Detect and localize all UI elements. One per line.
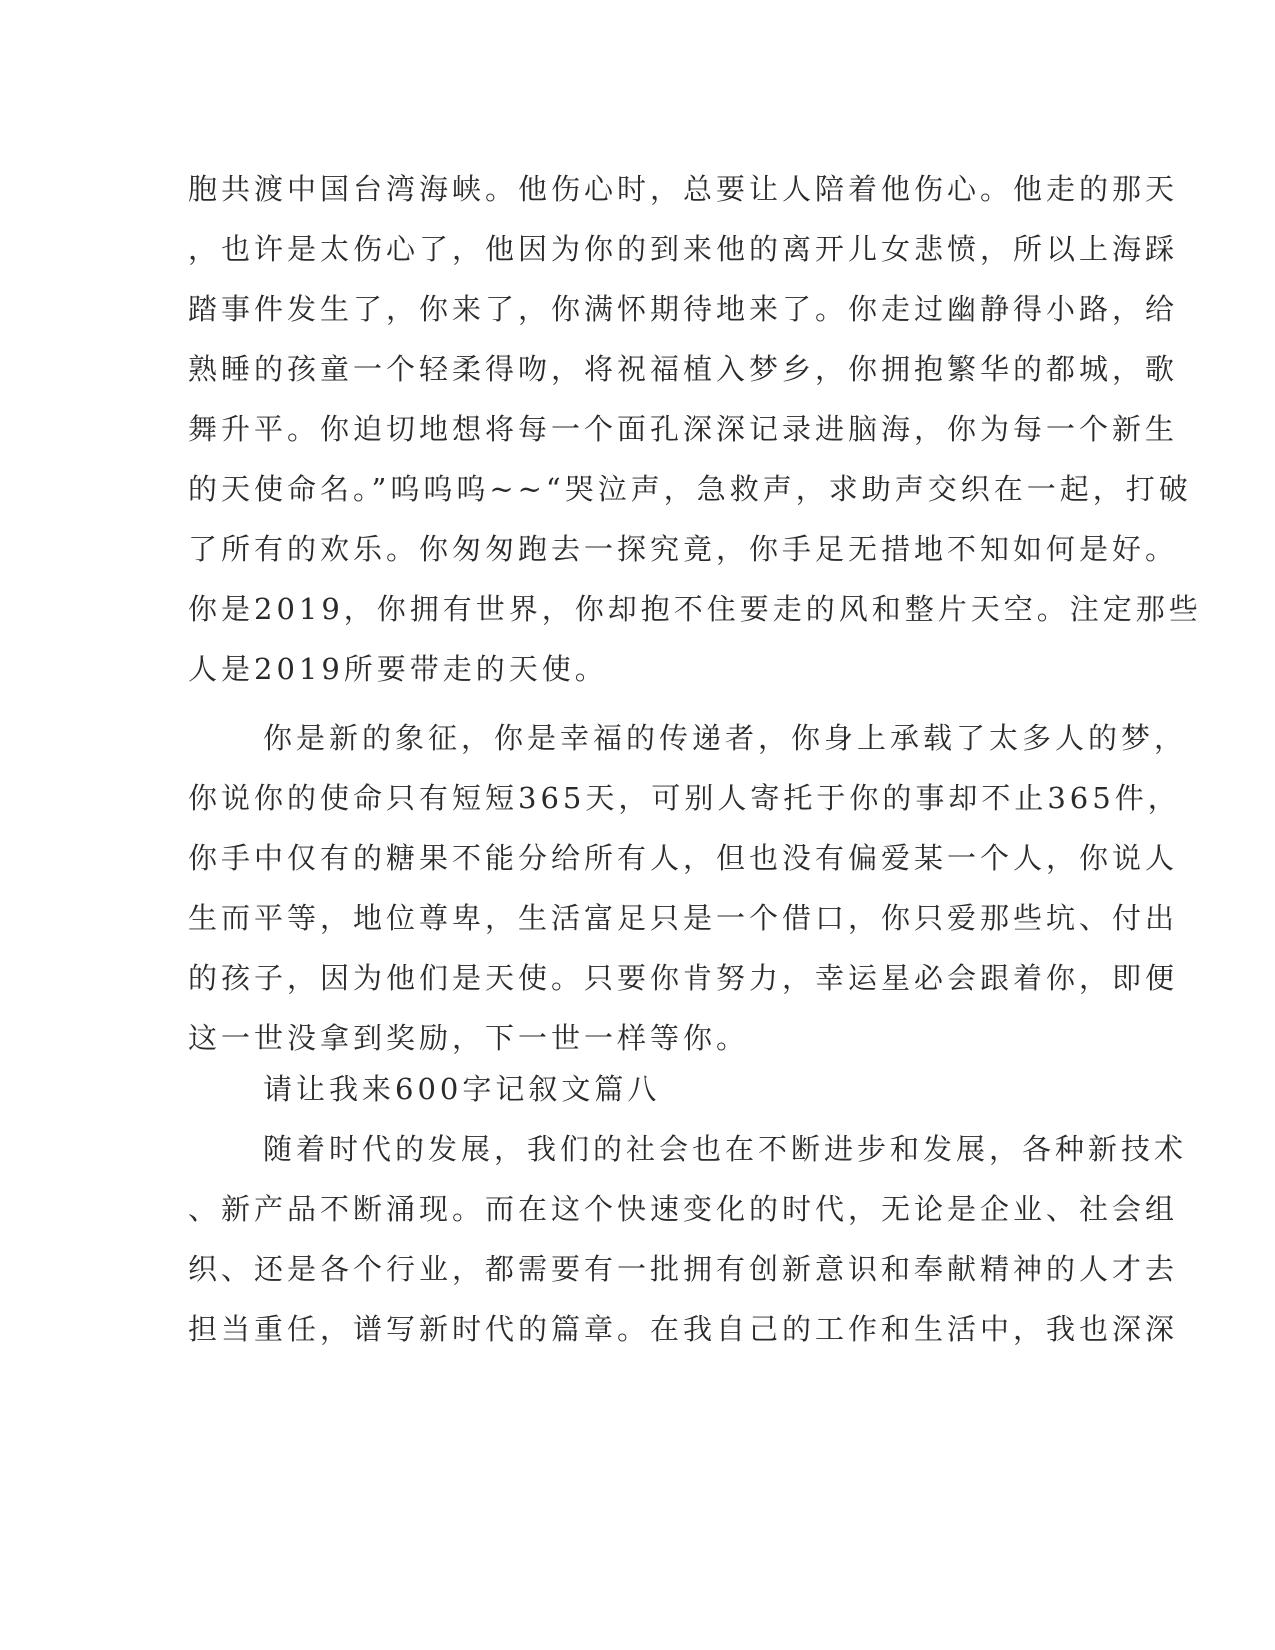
section-eight xyxy=(188,1059,1188,1359)
text-line: ，也许是太伤心了，他因为你的到来他的离开儿女悲愤，所以上海踩 xyxy=(188,232,1179,266)
text-line: 、新产品不断涌现。而在这个快速变化的时代，无论是企业、社会组 xyxy=(188,1192,1179,1226)
text-line: 担当重任，谱写新时代的篇章。在我自己的工作和生活中，我也深深 xyxy=(188,1312,1179,1346)
text-line: 熟睡的孩童一个轻柔得吻，将祝福植入梦乡，你拥抱繁华的都城，歌 xyxy=(188,352,1179,386)
text-line: 人是2019所要带走的天使。 xyxy=(188,652,608,686)
text-line: 你是新的象征，你是幸福的传递者，你身上承载了太多人的梦， xyxy=(263,721,1188,755)
paragraph-angel xyxy=(188,708,1188,1068)
text-line: 生而平等，地位尊卑，生活富足只是一个借口，你只爱那些坑、付出 xyxy=(188,901,1179,935)
text-line: 这一世没拿到奖励，下一世一样等你。 xyxy=(188,1021,750,1055)
text-line: 胞共渡中国台湾海峡。他伤心时，总要让人陪着他伤心。他走的那天 xyxy=(188,172,1179,206)
text-line: 的孩子，因为他们是天使。只要你肯努力，幸运星必会跟着你，即便 xyxy=(188,961,1179,995)
text-line: 织、还是各个行业，都需要有一批拥有创新意识和奉献精神的人才去 xyxy=(188,1252,1179,1286)
text-line: 舞升平。你迫切地想将每一个面孔深深记录进脑海，你为每一个新生 xyxy=(188,412,1179,446)
text-line: 随着时代的发展，我们的社会也在不断进步和发展，各种新技术 xyxy=(263,1132,1188,1166)
text-line: 你手中仅有的糖果不能分给所有人，但也没有偏爱某一个人，你说人 xyxy=(188,841,1179,875)
section-heading: 请让我来600字记叙文篇八 xyxy=(263,1072,661,1106)
text-line: 踏事件发生了，你来了，你满怀期待地来了。你走过幽静得小路，给 xyxy=(188,292,1179,326)
paragraph-continuation xyxy=(188,159,1202,699)
text-line: 你是2019，你拥有世界，你却抱不住要走的风和整片天空。注定那些 xyxy=(188,592,1202,626)
text-line: 你说你的使命只有短短365天，可别人寄托于你的事却不止365件， xyxy=(188,781,1181,815)
text-line: 了所有的欢乐。你匆匆跑去一探究竟，你手足无措地不知如何是好。 xyxy=(188,532,1179,566)
text-line: 的天使命名。”呜呜呜~~“哭泣声，急救声，求助声交织在一起，打破 xyxy=(188,472,1192,506)
